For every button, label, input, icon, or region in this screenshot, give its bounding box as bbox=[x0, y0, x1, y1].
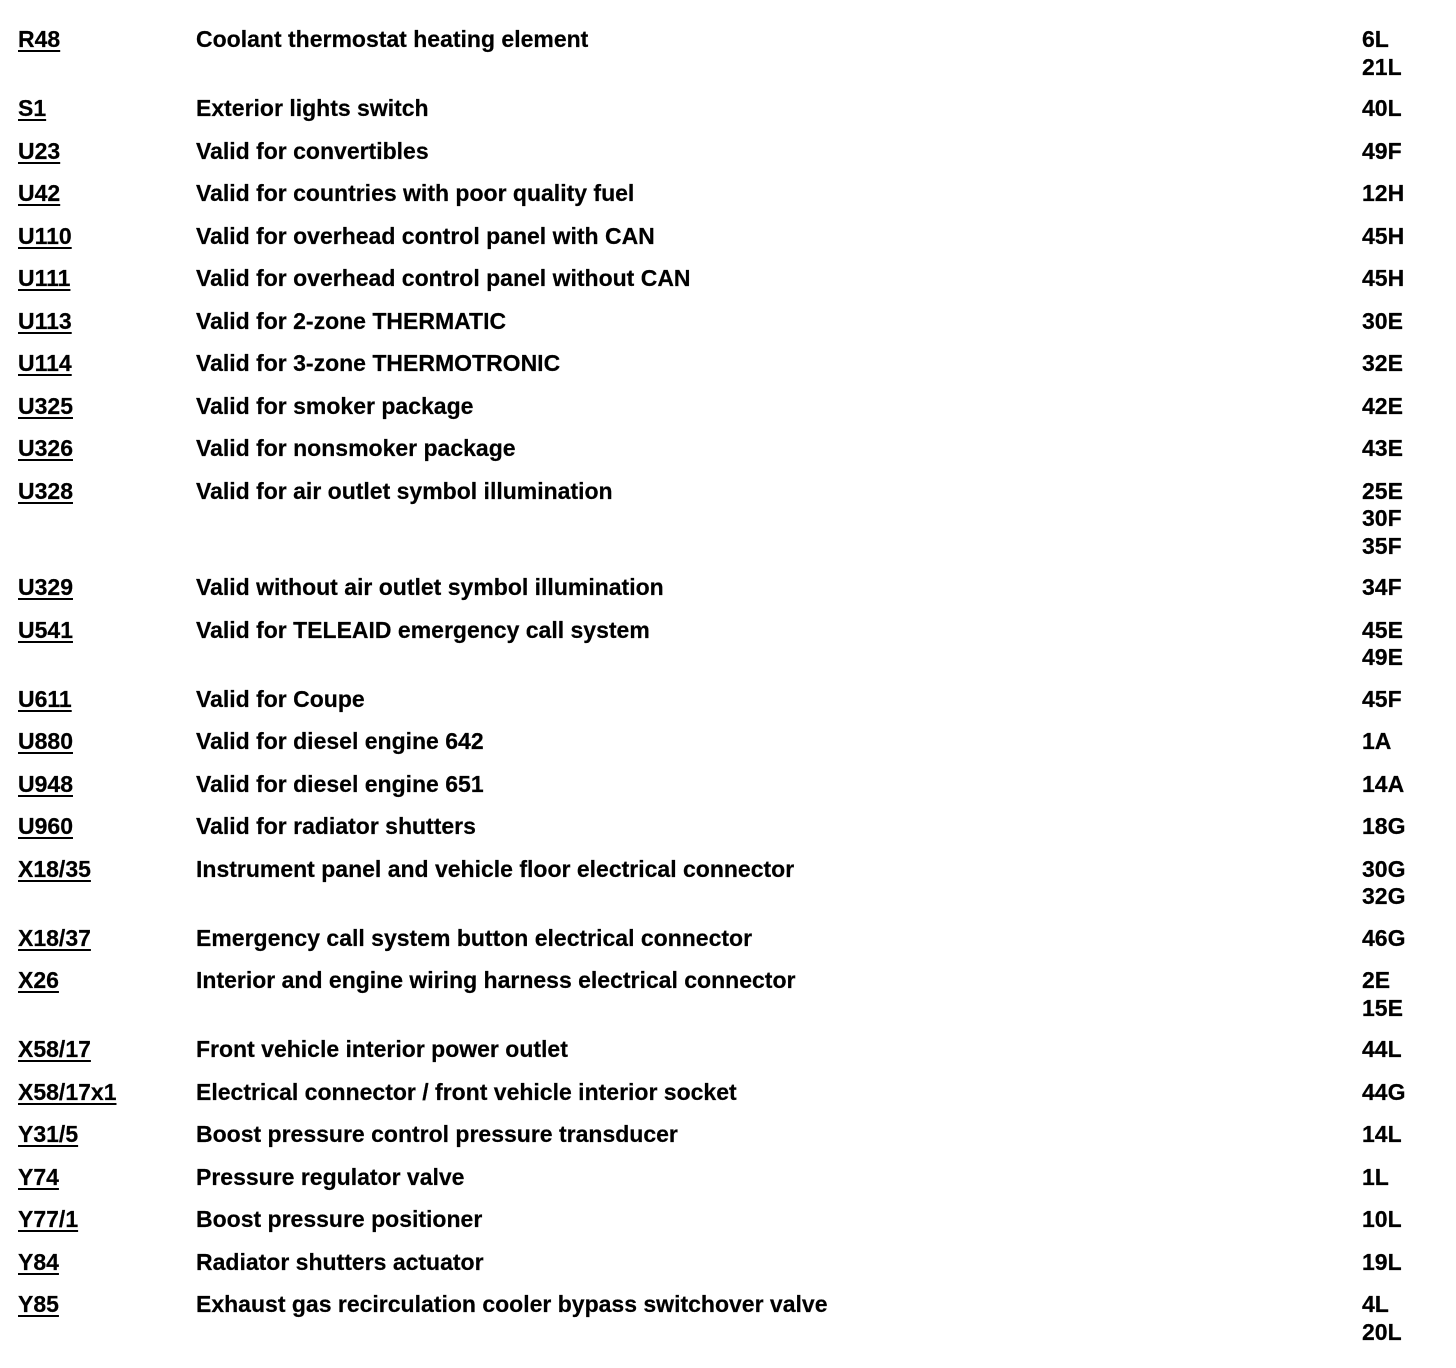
grid-reference[interactable]: 45F bbox=[1362, 685, 1402, 712]
component-code-link[interactable]: R48 bbox=[18, 26, 61, 52]
component-code-link[interactable]: U42 bbox=[18, 180, 61, 206]
component-description: Coolant thermostat heating element bbox=[196, 26, 589, 52]
grid-reference-list bbox=[1362, 686, 1456, 714]
legend-row bbox=[0, 308, 1456, 336]
legend-row bbox=[0, 180, 1456, 208]
component-description: Pressure regulator valve bbox=[196, 1163, 465, 1190]
legend-row bbox=[0, 26, 1456, 81]
grid-reference[interactable]: 1A bbox=[1362, 728, 1392, 754]
component-description: Valid for diesel engine 642 bbox=[196, 728, 484, 754]
grid-reference[interactable]: 20L bbox=[1362, 1318, 1402, 1345]
component-code-link[interactable]: U948 bbox=[18, 770, 73, 797]
component-description: Valid for 3-zone THERMOTRONIC bbox=[196, 350, 561, 376]
legend-row bbox=[0, 686, 1456, 714]
component-code-link[interactable]: Y31/5 bbox=[18, 1121, 79, 1147]
grid-reference-list bbox=[1362, 574, 1456, 602]
grid-reference[interactable]: 10L bbox=[1362, 1206, 1402, 1232]
grid-reference-list bbox=[1362, 26, 1456, 81]
component-description: Valid for overhead control panel without CAN bbox=[196, 265, 691, 291]
component-description: Valid for air outlet symbol illumination bbox=[196, 477, 613, 504]
grid-reference-list bbox=[1362, 1121, 1456, 1149]
grid-reference[interactable]: 44L bbox=[1362, 1036, 1402, 1062]
grid-reference-list bbox=[1362, 771, 1456, 799]
component-description: Valid for Coupe bbox=[196, 685, 365, 712]
grid-reference[interactable]: 49F bbox=[1362, 137, 1402, 164]
grid-reference[interactable]: 15E bbox=[1362, 994, 1403, 1021]
grid-reference[interactable]: 34F bbox=[1362, 574, 1402, 600]
grid-reference-list bbox=[1362, 1206, 1456, 1234]
component-description: Boost pressure positioner bbox=[196, 1206, 483, 1232]
grid-reference[interactable]: 43E bbox=[1362, 435, 1403, 461]
legend-row bbox=[0, 393, 1456, 421]
component-description: Valid for overhead control panel with CAN bbox=[196, 222, 655, 249]
component-code-link[interactable]: U23 bbox=[18, 137, 61, 164]
component-description: Exterior lights switch bbox=[196, 95, 429, 121]
legend-row bbox=[0, 1079, 1456, 1107]
legend-row bbox=[0, 265, 1456, 293]
component-code-link[interactable]: U960 bbox=[18, 813, 73, 839]
grid-reference[interactable]: 19L bbox=[1362, 1248, 1402, 1275]
component-code-link[interactable]: Y74 bbox=[18, 1163, 59, 1190]
component-code-link[interactable]: U326 bbox=[18, 435, 73, 461]
legend-row bbox=[0, 478, 1456, 561]
legend-row bbox=[0, 1249, 1456, 1277]
grid-reference[interactable]: 2E bbox=[1362, 967, 1391, 993]
grid-reference-list bbox=[1362, 180, 1456, 208]
component-description: Radiator shutters actuator bbox=[196, 1248, 484, 1275]
component-code-link[interactable]: U111 bbox=[18, 265, 71, 291]
grid-reference[interactable]: 46G bbox=[1362, 924, 1406, 951]
legend-row bbox=[0, 138, 1456, 166]
grid-reference[interactable]: 40L bbox=[1362, 95, 1402, 121]
grid-reference-list bbox=[1362, 478, 1456, 561]
legend-row bbox=[0, 1164, 1456, 1192]
legend-row bbox=[0, 435, 1456, 463]
grid-reference[interactable]: 12H bbox=[1362, 180, 1405, 206]
legend-row bbox=[0, 574, 1456, 602]
component-code-link[interactable]: X18/35 bbox=[18, 855, 91, 882]
grid-reference-list bbox=[1362, 138, 1456, 166]
grid-reference[interactable]: 45E bbox=[1362, 616, 1403, 643]
component-code-link[interactable]: X58/17x1 bbox=[18, 1078, 117, 1105]
component-code-link[interactable]: U328 bbox=[18, 477, 73, 504]
component-code-link[interactable]: X26 bbox=[18, 967, 59, 993]
component-code-link[interactable]: U113 bbox=[18, 307, 72, 334]
component-description: Instrument panel and vehicle floor electrical connector bbox=[196, 855, 795, 882]
component-description: Front vehicle interior power outlet bbox=[196, 1036, 568, 1062]
legend-row bbox=[0, 1036, 1456, 1064]
grid-reference-list bbox=[1362, 435, 1456, 463]
legend-row bbox=[0, 728, 1456, 756]
component-description: Valid for convertibles bbox=[196, 137, 429, 164]
grid-reference-list bbox=[1362, 223, 1456, 251]
grid-reference[interactable]: 6L bbox=[1362, 26, 1389, 52]
component-description: Exhaust gas recirculation cooler bypass switchover valve bbox=[196, 1291, 828, 1317]
component-description: Valid for smoker package bbox=[196, 392, 474, 419]
grid-reference[interactable]: 35F bbox=[1362, 532, 1402, 559]
component-code-link[interactable]: Y85 bbox=[18, 1291, 59, 1317]
component-description: Valid for nonsmoker package bbox=[196, 435, 516, 461]
legend-row bbox=[0, 771, 1456, 799]
grid-reference[interactable]: 30G bbox=[1362, 855, 1406, 882]
component-code-link[interactable]: U110 bbox=[18, 222, 72, 249]
component-legend-list bbox=[0, 26, 1456, 1360]
grid-reference-list bbox=[1362, 1164, 1456, 1192]
component-code-link[interactable]: U541 bbox=[18, 616, 73, 643]
grid-reference-list bbox=[1362, 856, 1456, 911]
grid-reference-list bbox=[1362, 925, 1456, 953]
component-description: Boost pressure control pressure transducer bbox=[196, 1121, 678, 1147]
grid-reference-list bbox=[1362, 308, 1456, 336]
grid-reference[interactable]: 49E bbox=[1362, 644, 1403, 670]
component-code-link[interactable]: U114 bbox=[18, 350, 72, 376]
component-description: Emergency call system button electrical connector bbox=[196, 924, 753, 951]
component-code-link[interactable]: Y77/1 bbox=[18, 1206, 79, 1232]
component-description: Valid for countries with poor quality fuel bbox=[196, 180, 635, 206]
grid-reference[interactable]: 14L bbox=[1362, 1121, 1402, 1147]
component-code-link[interactable]: Y84 bbox=[18, 1248, 59, 1275]
component-description: Valid for 2-zone THERMATIC bbox=[196, 307, 507, 334]
legend-row bbox=[0, 856, 1456, 911]
grid-reference-list bbox=[1362, 813, 1456, 841]
component-code-link[interactable]: S1 bbox=[18, 95, 47, 121]
grid-reference-list bbox=[1362, 1079, 1456, 1107]
component-code-link[interactable]: U880 bbox=[18, 728, 73, 754]
legend-row bbox=[0, 223, 1456, 251]
component-code-link[interactable]: X58/17 bbox=[18, 1036, 91, 1062]
grid-reference[interactable]: 25E bbox=[1362, 477, 1403, 504]
legend-row bbox=[0, 1206, 1456, 1234]
grid-reference-list bbox=[1362, 967, 1456, 1022]
grid-reference-list bbox=[1362, 728, 1456, 756]
grid-reference-list bbox=[1362, 617, 1456, 672]
grid-reference-list bbox=[1362, 350, 1456, 378]
grid-reference[interactable]: 32G bbox=[1362, 883, 1406, 909]
legend-row bbox=[0, 813, 1456, 841]
grid-reference[interactable]: 44G bbox=[1362, 1078, 1406, 1105]
legend-row bbox=[0, 617, 1456, 672]
component-code-link[interactable]: U611 bbox=[18, 685, 72, 712]
component-description: Electrical connector / front vehicle interior socket bbox=[196, 1078, 737, 1105]
legend-row bbox=[0, 925, 1456, 953]
grid-reference[interactable]: 30F bbox=[1362, 505, 1402, 531]
component-description: Valid without air outlet symbol illumination bbox=[196, 574, 664, 600]
component-description: Valid for diesel engine 651 bbox=[196, 770, 484, 797]
component-code-link[interactable]: X18/37 bbox=[18, 924, 91, 951]
grid-reference[interactable]: 45H bbox=[1362, 265, 1405, 291]
component-description: Valid for TELEAID emergency call system bbox=[196, 616, 650, 643]
grid-reference-list bbox=[1362, 1291, 1456, 1346]
grid-reference[interactable]: 1L bbox=[1362, 1163, 1389, 1190]
grid-reference-list bbox=[1362, 1036, 1456, 1064]
grid-reference-list bbox=[1362, 1249, 1456, 1277]
legend-row bbox=[0, 95, 1456, 123]
grid-reference[interactable]: 30E bbox=[1362, 307, 1403, 334]
component-description: Interior and engine wiring harness electrical connector bbox=[196, 967, 796, 993]
grid-reference[interactable]: 32E bbox=[1362, 350, 1403, 376]
grid-reference-list bbox=[1362, 393, 1456, 421]
legend-row bbox=[0, 967, 1456, 1022]
grid-reference[interactable]: 45H bbox=[1362, 222, 1405, 249]
grid-reference-list bbox=[1362, 95, 1456, 123]
component-code-link[interactable]: U329 bbox=[18, 574, 73, 600]
legend-row bbox=[0, 1121, 1456, 1149]
component-code-link[interactable]: U325 bbox=[18, 392, 73, 419]
grid-reference[interactable]: 14A bbox=[1362, 770, 1405, 797]
grid-reference[interactable]: 42E bbox=[1362, 392, 1403, 419]
legend-row bbox=[0, 1291, 1456, 1346]
grid-reference[interactable]: 4L bbox=[1362, 1291, 1389, 1317]
grid-reference-list bbox=[1362, 265, 1456, 293]
legend-row bbox=[0, 350, 1456, 378]
component-description: Valid for radiator shutters bbox=[196, 813, 476, 839]
grid-reference[interactable]: 21L bbox=[1362, 53, 1402, 80]
grid-reference[interactable]: 18G bbox=[1362, 813, 1406, 839]
